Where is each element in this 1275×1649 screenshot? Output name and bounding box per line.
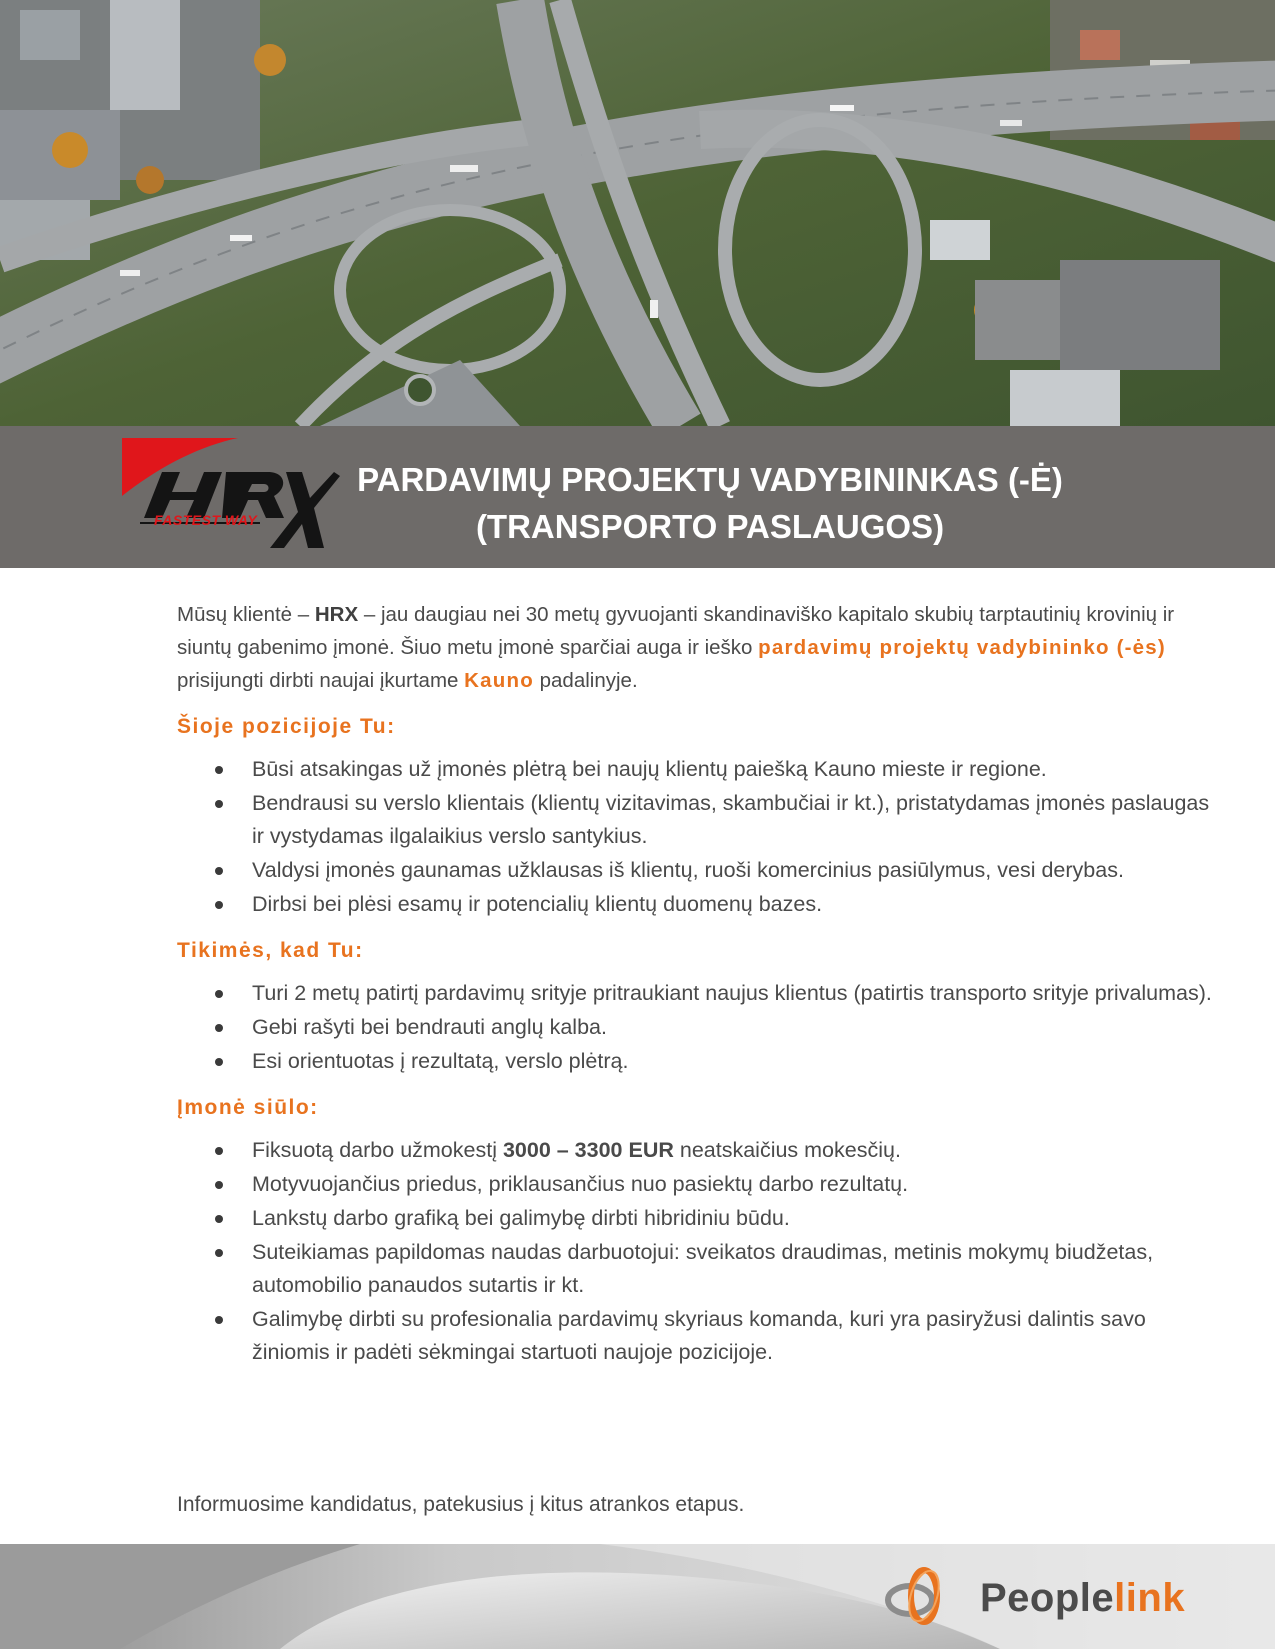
offer-list — [177, 1134, 1217, 1369]
section-heading-offer: Įmonė siūlo: — [177, 1096, 319, 1119]
intro-company: HRX — [314, 603, 359, 626]
list-item: Būsi atsakingas už įmonės plėtrą bei naujų klientų paiešką Kauno mieste ir regione. — [177, 753, 1217, 786]
list-item: Lankstų darbo grafiką bei galimybę dirbti hibridiniu būdu. — [177, 1202, 1217, 1235]
intro-highlight-role: pardavimų projektų vadybininko (-ės) — [758, 636, 1166, 659]
peoplelink-wordmark — [980, 1576, 1185, 1621]
responsibilities-list — [177, 753, 1217, 921]
list-item: Dirbsi bei plėsi esamų ir potencialių klientų duomenų bazes. — [177, 888, 1217, 921]
intro-text-3: prisijungti dirbti naujai įkurtame — [177, 669, 465, 692]
closing-note: Informuosime kandidatus, patekusius į kitus atrankos etapus. — [177, 1493, 745, 1516]
title-band — [0, 426, 1275, 568]
list-item: Suteikiamas papildomas naudas darbuotojui: sveikatos draudimas, metinis mokymų biudžetas, automobilio panaudos sutartis ir kt. — [177, 1236, 1217, 1302]
job-title-line-2: (TRANSPORTO PASLAUGOS) — [475, 508, 945, 545]
peoplelink-word-accent: link — [1114, 1576, 1186, 1620]
list-item: Motyvuojančius priedus, priklausančius nuo pasiektų darbo rezultatų. — [177, 1168, 1217, 1201]
section-heading-requirements: Tikimės, kad Tu: — [177, 939, 364, 962]
salary-range: 3000 – 3300 EUR — [502, 1138, 674, 1162]
salary-text-after: neatskaičius mokesčių. — [673, 1138, 901, 1162]
requirements-list — [177, 977, 1217, 1078]
list-item: Gebi rašyti bei bendrauti anglų kalba. — [177, 1011, 1217, 1044]
job-title — [340, 456, 1080, 550]
footer-banner — [0, 1544, 1275, 1649]
salary-text-before: Fiksuotą darbo užmokestį — [252, 1138, 503, 1162]
peoplelink-word-main: People — [980, 1576, 1115, 1620]
job-description — [177, 598, 1217, 1370]
intro-text-1: Mūsų klientė – — [177, 603, 315, 626]
salary-item — [177, 1134, 1217, 1167]
list-item: Turi 2 metų patirtį pardavimų srityje pritraukiant naujus klientus (patirtis transporto srityje privalumas). — [177, 977, 1217, 1010]
job-title-line-1: PARDAVIMŲ PROJEKTŲ VADYBININKAS (-Ė) — [357, 461, 1063, 498]
hrx-logo — [120, 436, 340, 558]
intro-highlight-city: Kauno — [464, 669, 534, 692]
list-item: Esi orientuotas į rezultatą, verslo plėtrą. — [177, 1045, 1217, 1078]
peoplelink-logo — [880, 1562, 1186, 1632]
intro-text-2: – jau daugiau nei 30 metų gyvuojanti skandinaviško kapitalo skubių tarptautinių krovinių ir siuntų gabenimo įmonė. Šiuo metu įmonė sparčiai auga ir ieško — [177, 603, 1175, 659]
section-heading-responsibilities: Šioje pozicijoje Tu: — [177, 715, 396, 738]
hero-aerial-image — [0, 0, 1275, 426]
list-item: Galimybę dirbti su profesionalia pardavimų skyriaus komanda, kuri yra pasiryžusi dalintis savo žiniomis ir padėti sėkmingai startuoti naujoje pozicijoje. — [177, 1303, 1217, 1369]
list-item: Valdysi įmonės gaunamas užklausas iš klientų, ruoši komercinius pasiūlymus, vesi derybas. — [177, 854, 1217, 887]
intro-text-4: padalinyje. — [533, 669, 638, 692]
hrx-tagline: FASTEST WAY — [154, 512, 258, 528]
intro-paragraph — [177, 598, 1217, 697]
peoplelink-knot-icon — [880, 1562, 970, 1632]
list-item: Bendrausi su verslo klientais (klientų vizitavimas, skambučiai ir kt.), pristatydamas įmonės paslaugas ir vystydamas ilgalaikius verslo santykius. — [177, 787, 1217, 853]
